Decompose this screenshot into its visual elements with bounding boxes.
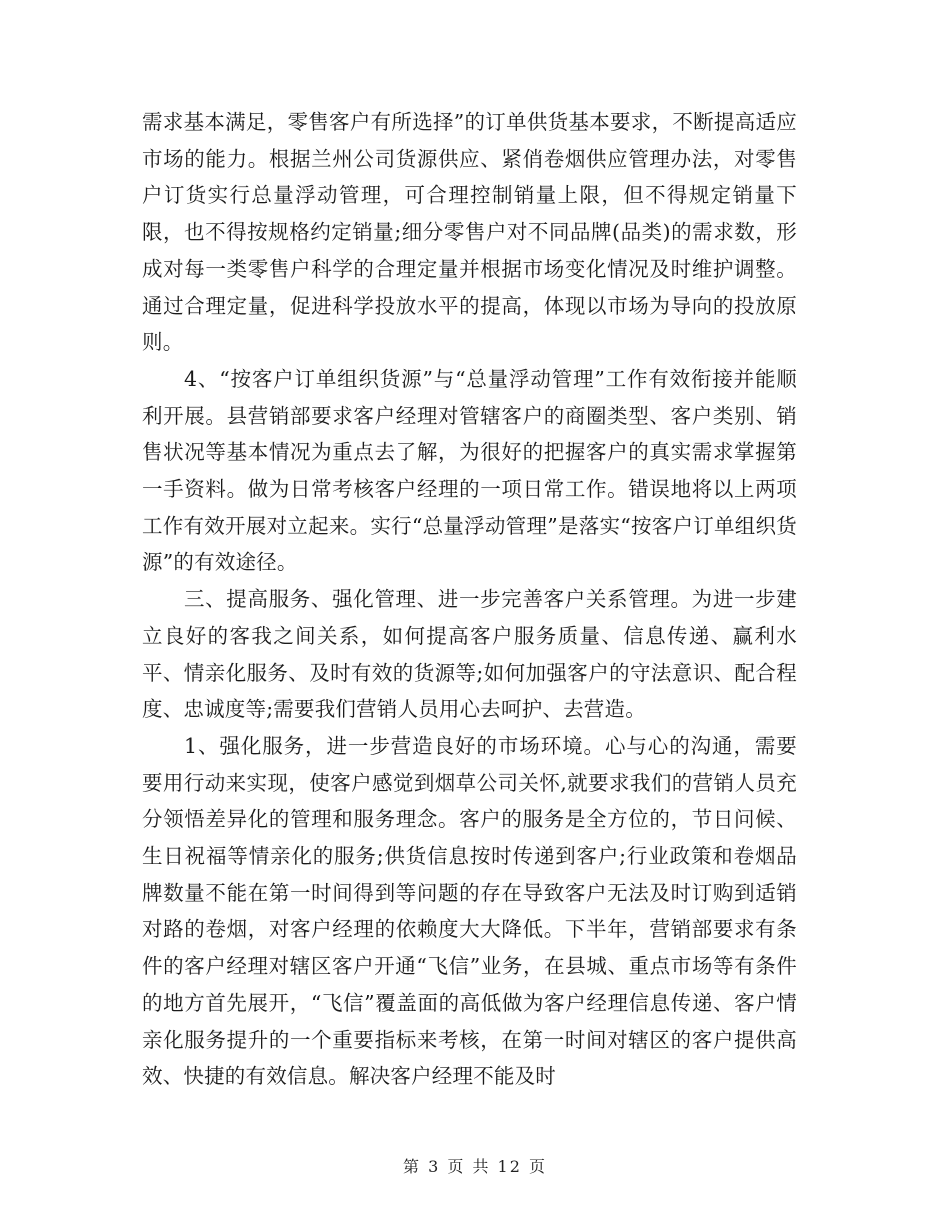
page-number-footer: 第 3 页 共 12 页 xyxy=(403,1157,547,1176)
paragraph-2: 4、“按客户订单组织货源”与“总量浮动管理”工作有效衔接并能顺利开展。县营销部要求客户经理对管辖客户的商圈类型、客户类别、销售状况等基本情况为重点去了解，为很好的把握客户的真实需求掌握第一手资料。做为日常考核客户经理的一项日常工作。错误地将以上两项工作有效开展对立起来。实行“总量浮动管理”是落实“按客户订单组织货源”的有效途径。 xyxy=(142,366,797,575)
paragraph-1: 需求基本满足，零售客户有所选择”的订单供货基本要求，不断提高适应市场的能力。根据兰州公司货源供应、紧俏卷烟供应管理办法，对零售户订货实行总量浮动管理，可合理控制销量上限，但不得规定销量下限，也不得按规格约定销量;细分零售户对不同品牌(品类)的需求数，形成对每一类零售户科学的合理定量并根据市场变化情况及时维护调整。通过合理定量，促进科学投放水平的提高，体现以市场为导向的投放原则。 xyxy=(142,110,797,355)
paragraph-4: 1、强化服务，进一步营造良好的市场环境。心与心的沟通，需要要用行动来实现，使客户感觉到烟草公司关怀,就要求我们的营销人员充分领悟差异化的管理和服务理念。客户的服务是全方位的，节日问候、生日祝福等情亲化的服务;供货信息按时传递到客户;行业政策和卷烟品牌数量不能在第一时间得到等问题的存在导致客户无法及时订购到适销对路的卷烟，对客户经理的依赖度大大降低。下半年，营销部要求有条件的客户经理对辖区客户开通“飞信”业务，在县城、重点市场等有条件的地方首先展开，“飞信”覆盖面的高低做为客户经理信息传递、客户情亲化服务提升的一个重要指标来考核，在第一时间对辖区的客户提供高效、快捷的有效信息。解决客户经理不能及时 xyxy=(142,733,797,1089)
paragraph-3: 三、提高服务、强化管理、进一步完善客户关系管理。为进一步建立良好的客我之间关系，如何提高客户服务质量、信息传递、赢利水平、情亲化服务、及时有效的货源等;如何加强客户的守法意识、配合程度、忠诚度等;需要我们营销人员用心去呵护、去营造。 xyxy=(142,587,797,722)
document-page xyxy=(142,104,797,1095)
